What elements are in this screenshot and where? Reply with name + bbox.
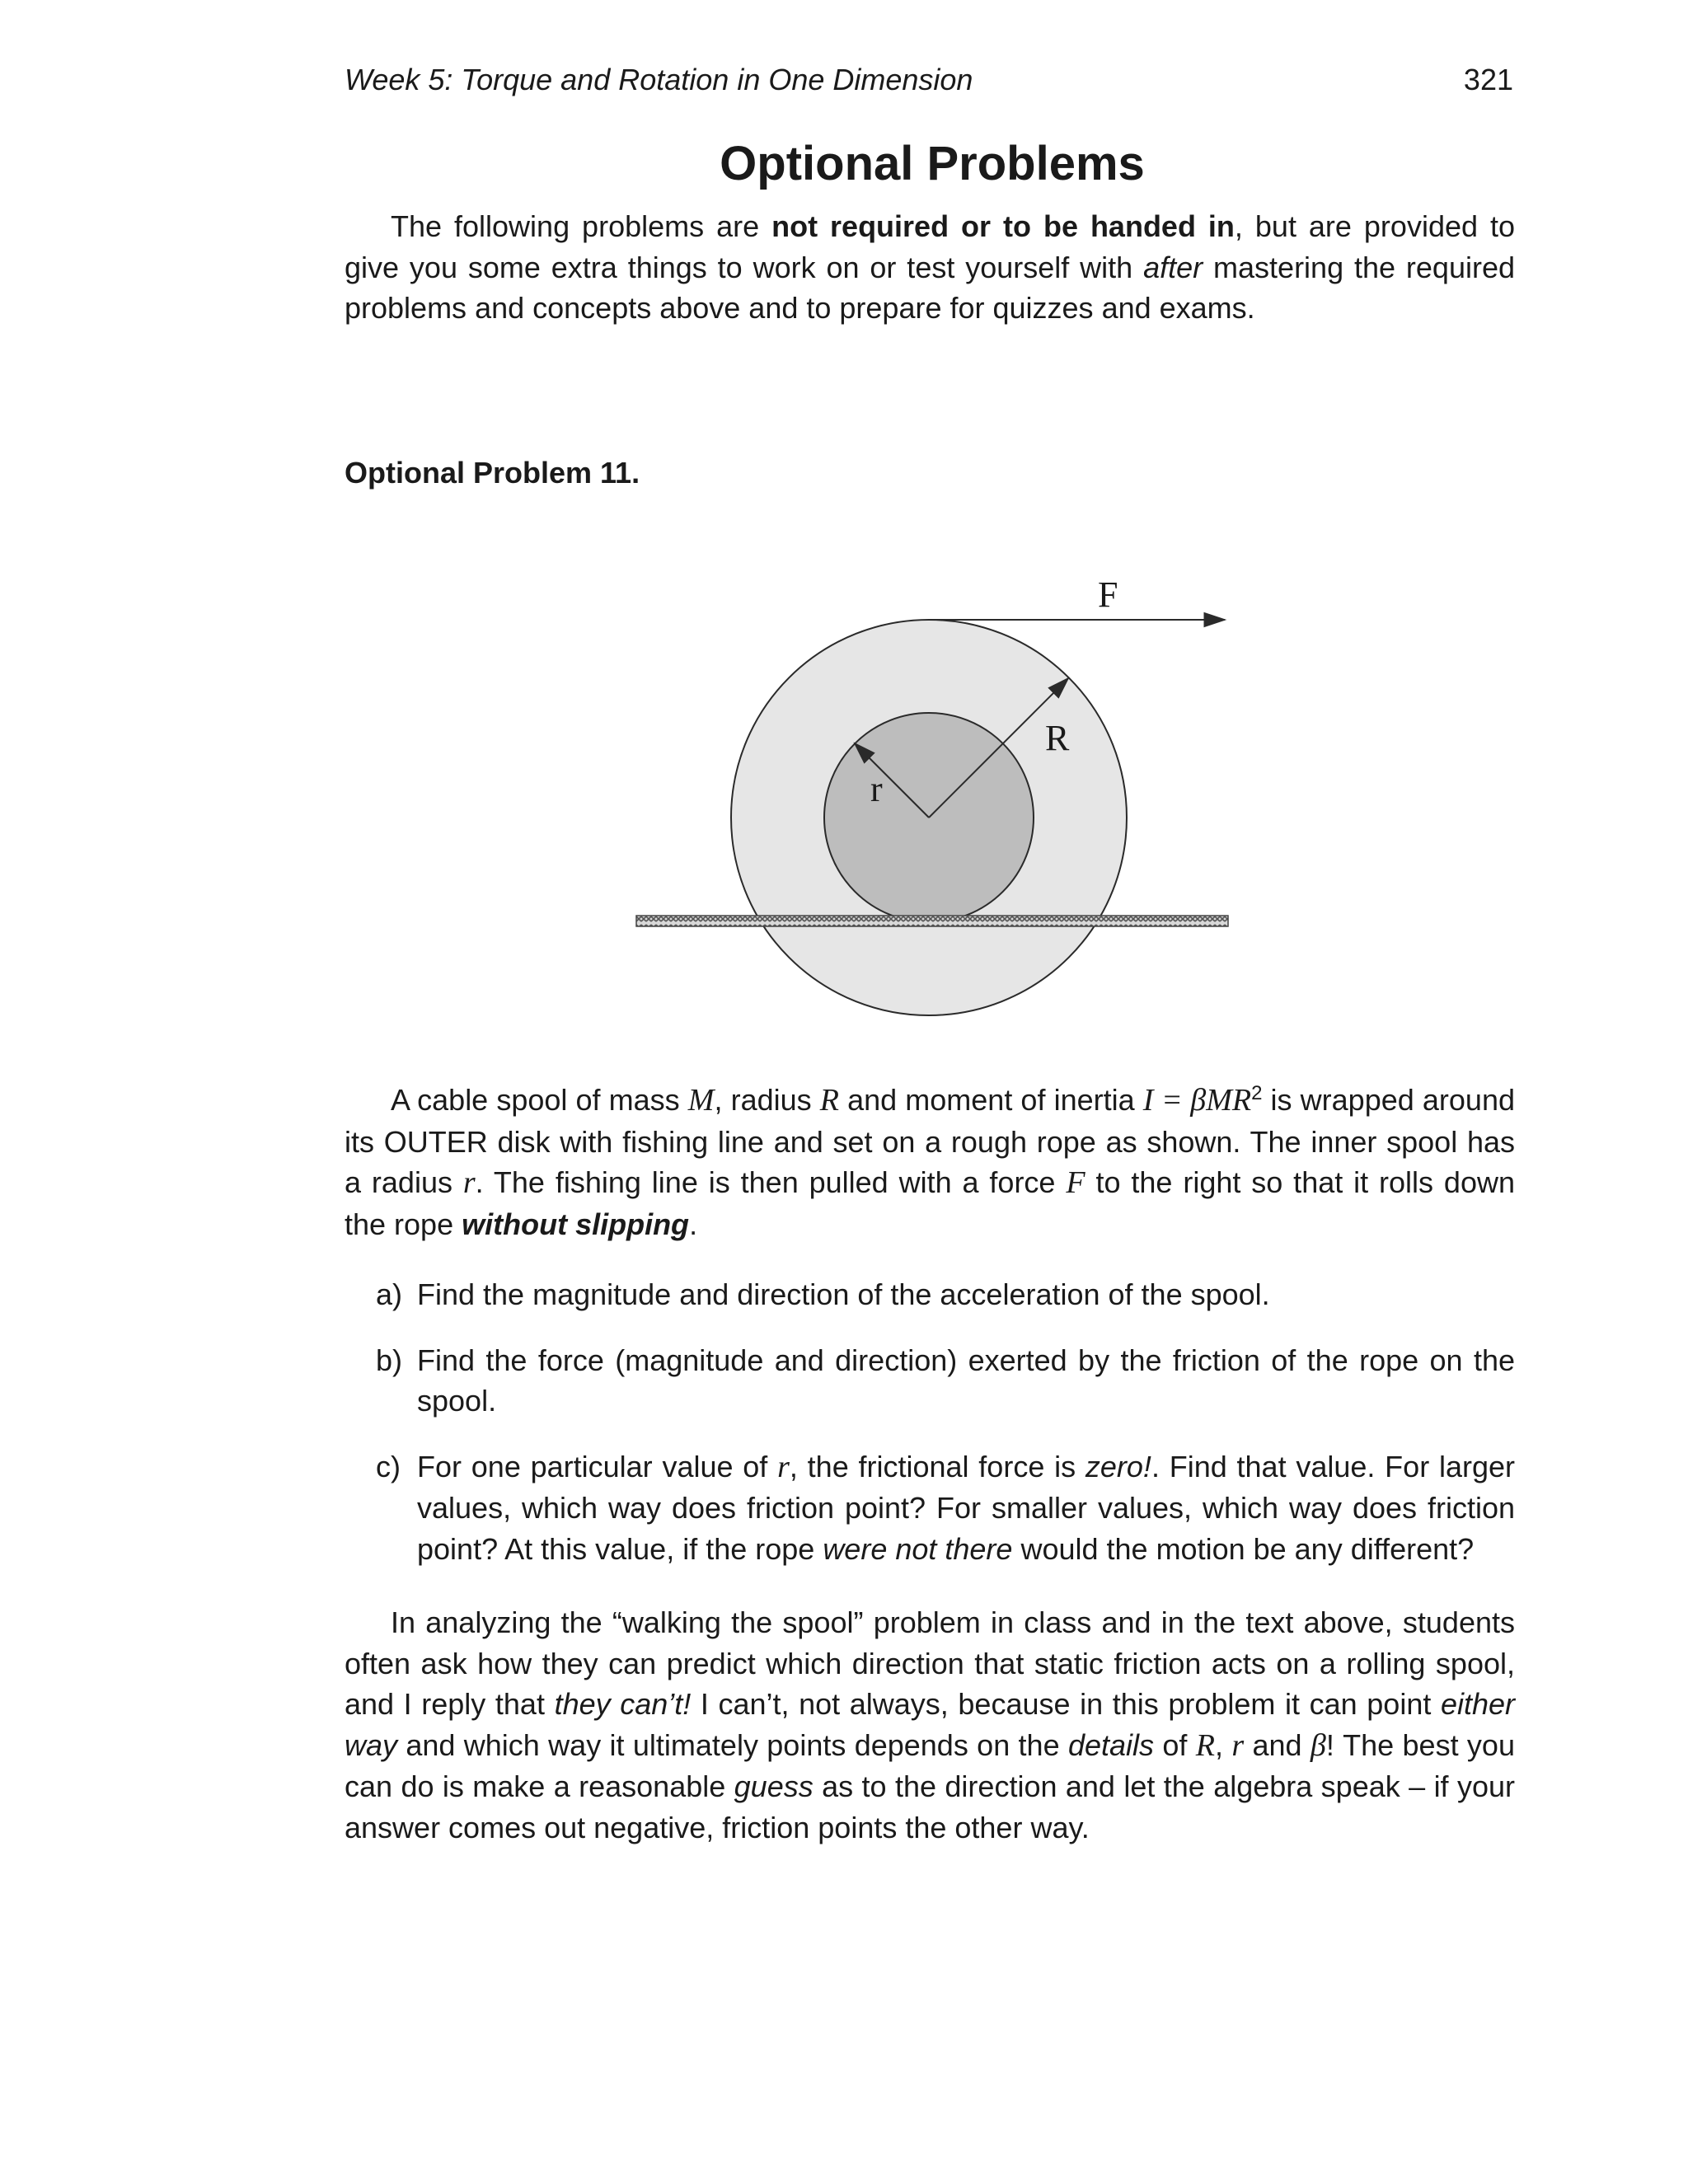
part-a	[345, 1274, 1515, 1315]
discussion-text-6: ! The best you can do is make a reasonable	[345, 1727, 1515, 1803]
statement-text-4: is wrapped around its OUTER disk with fishing line and set on a rough rope as shown. The inner spool has a radius	[345, 1083, 1515, 1199]
section-title: Optional Problems	[720, 137, 1145, 190]
part-b	[345, 1340, 1515, 1422]
part-c-r-symbol: r	[777, 1449, 790, 1484]
statement-text-5: . The fishing line is then pulled with a force	[475, 1165, 1067, 1199]
problem-parts	[345, 1274, 1515, 1594]
force-label: F	[1098, 574, 1118, 615]
part-b-text: Find the force (magnitude and direction) exerted by the friction of the rope on the spool.	[417, 1343, 1515, 1418]
statement-text-2: , radius	[714, 1083, 820, 1117]
discussion-text-2: I can’t, not always, because in this problem it can point	[691, 1687, 1441, 1721]
discussion-text-7: as to the direction and let the algebra speak – if your answer comes out negative, friction points the other way.	[345, 1769, 1515, 1844]
intro-text-2: , but are provided to give you some extra things to work on or test yourself with	[345, 209, 1515, 284]
part-b-marker: b)	[376, 1343, 403, 1377]
part-c-text-4: would the motion be any different?	[1012, 1531, 1475, 1566]
rope	[636, 916, 1228, 926]
discussion-details: details	[1067, 1727, 1155, 1762]
statement-text-1: A cable spool of mass	[391, 1083, 688, 1117]
statement-text-6: to the right so that it rolls down the rope	[345, 1165, 1515, 1241]
running-header	[345, 63, 1513, 104]
discussion-they-cant: they can’t!	[554, 1687, 692, 1721]
problem-heading: Optional Problem 11.	[345, 456, 640, 490]
spool-figure	[626, 569, 1245, 1030]
part-c-zero: zero!	[1085, 1449, 1151, 1483]
statement-text-7: .	[689, 1207, 698, 1241]
discussion-beta-symbol: β	[1310, 1727, 1326, 1763]
part-c-marker: c)	[376, 1449, 401, 1483]
discussion-paragraph	[345, 1602, 1515, 1848]
part-c-text-1: For one particular value of	[417, 1449, 778, 1483]
inner-radius-label: r	[870, 769, 883, 809]
part-c-text-2: , the frictional force is	[789, 1449, 1085, 1483]
spool-diagram	[626, 569, 1245, 1030]
intro-after: after	[1143, 250, 1203, 284]
discussion-text-4: of	[1154, 1727, 1196, 1762]
part-c-were-not-there: were not there	[823, 1531, 1013, 1566]
discussion-text-5: and	[1244, 1727, 1311, 1762]
intro-text-3: mastering the required problems and concepts above and to prepare for quizzes and exams.	[345, 250, 1516, 325]
force-symbol: F	[1066, 1165, 1085, 1200]
discussion-text-1: In analyzing the “walking the spool” problem in class and in the text above, students often ask how they can predict which direction that static friction acts on a rolling spool, and I reply that	[345, 1605, 1515, 1721]
part-a-marker: a)	[376, 1277, 403, 1311]
discussion-either-way: either way	[345, 1687, 1516, 1762]
statement-text-3: and moment of inertia	[838, 1083, 1143, 1117]
mass-symbol: M	[687, 1083, 715, 1118]
discussion-comma: ,	[1214, 1727, 1232, 1762]
discussion-text-3: and which way it ultimately points depends on the	[397, 1727, 1068, 1762]
part-c-text-3: . Find that value. For larger values, which way does friction point? For smaller values, which way does friction point? At this value, if the rope	[417, 1449, 1515, 1566]
intro-text-1: The following problems are	[391, 209, 772, 243]
part-a-text: Find the magnitude and direction of the acceleration of the spool.	[417, 1277, 1270, 1311]
problem-statement	[345, 1073, 1515, 1244]
without-slipping: without slipping	[462, 1207, 690, 1241]
radius-symbol: R	[819, 1083, 839, 1118]
page-number: 321	[1463, 63, 1513, 96]
inner-radius-symbol: r	[462, 1165, 476, 1200]
part-c	[345, 1446, 1515, 1570]
discussion-r-symbol: r	[1231, 1727, 1245, 1763]
chapter-title: Week 5: Torque and Rotation in One Dimension	[345, 63, 973, 96]
intro-paragraph	[345, 206, 1515, 329]
outer-radius-label: R	[1045, 718, 1070, 758]
inertia-exponent: 2	[1251, 1082, 1263, 1104]
intro-emphasis: not required or to be handed in	[771, 209, 1235, 243]
inertia-equation: I = βMR	[1142, 1083, 1252, 1118]
discussion-guess: guess	[734, 1769, 814, 1803]
discussion-R-symbol: R	[1195, 1727, 1215, 1763]
